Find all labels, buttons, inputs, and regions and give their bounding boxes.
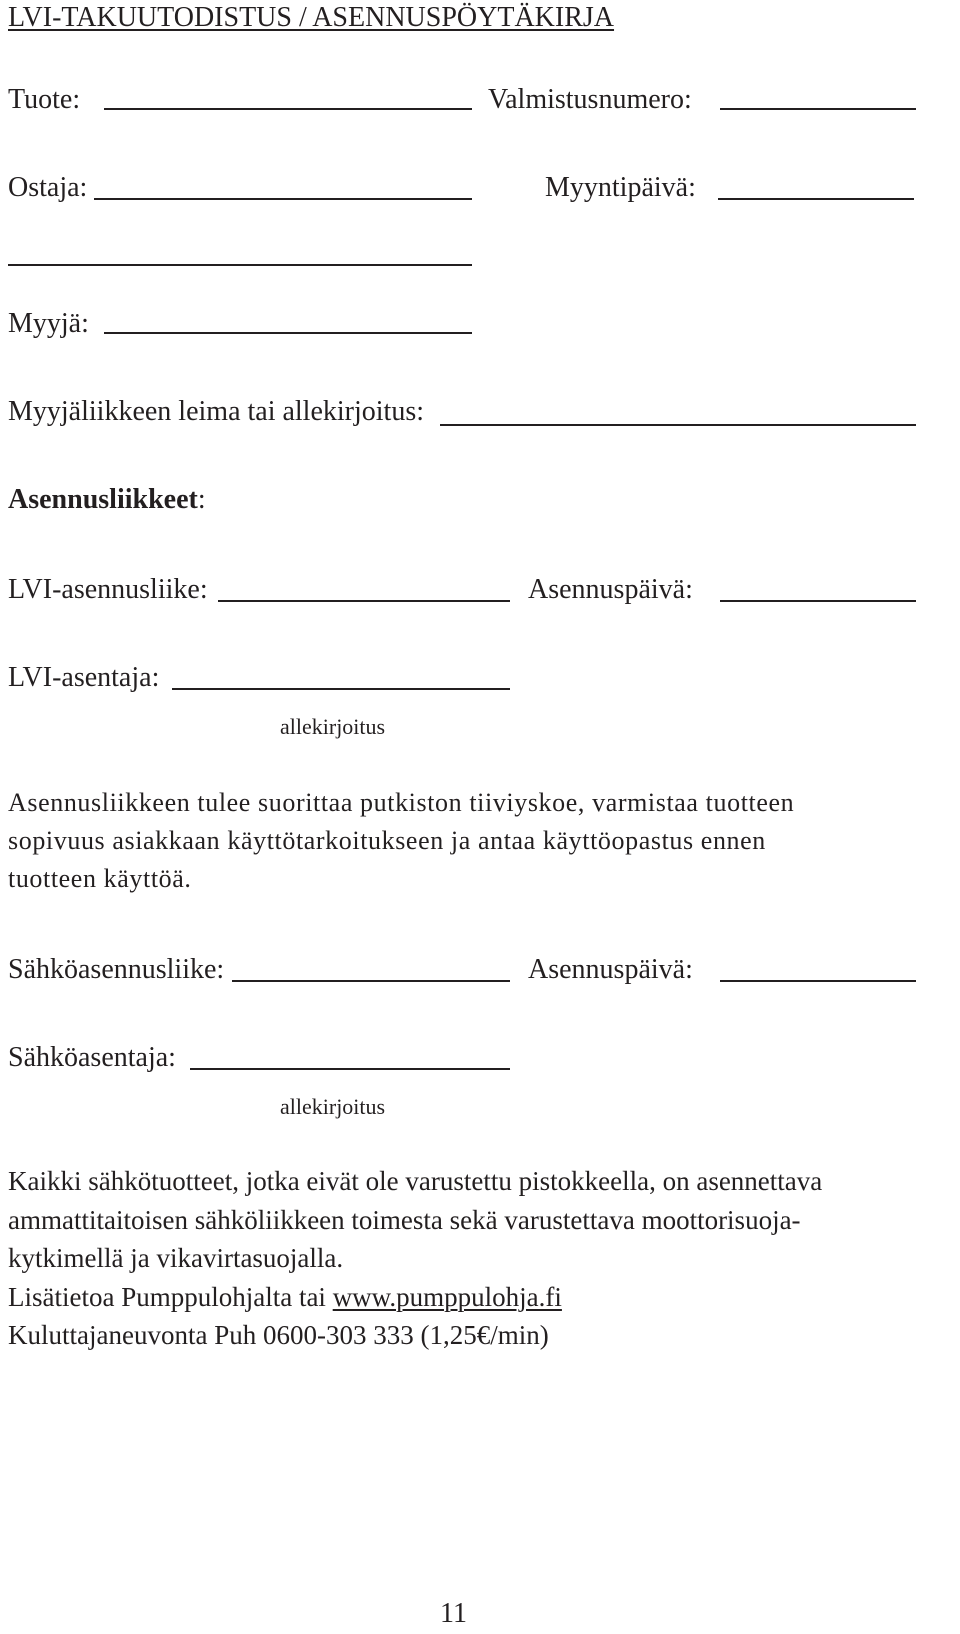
sale-date-field-line[interactable] [718,198,914,200]
installers-heading-text: Asennusliikkeet [8,484,198,515]
plumbing-installer-label: LVI-asentaja: [8,662,160,693]
website-link[interactable]: www.pumppulohja.fi [332,1281,562,1312]
more-info-line [8,1278,948,1317]
document-title: LVI-TAKUUTODISTUS / ASENNUSPÖYTÄKIRJA [8,2,615,33]
product-label: Tuote: [8,84,81,115]
plumbing-note [8,784,948,898]
installers-heading [8,484,206,516]
serial-number-field-line[interactable] [720,108,916,110]
electrical-note-line: ammattitaitoisen sähköliikkeen toimesta sekä varustettava moottorisuoja- [8,1204,801,1235]
plumbing-company-field-line[interactable] [218,600,510,602]
sale-date-label: Myyntipäivä: [545,172,696,203]
installers-heading-colon: : [197,484,206,515]
electrical-company-label: Sähköasennusliike: [8,954,225,985]
seller-stamp-field-line[interactable] [440,424,916,426]
plumbing-note-line: tuotteen käyttöä. [8,864,192,893]
plumbing-company-label: LVI-asennusliike: [8,574,208,605]
page-number: 11 [440,1598,467,1629]
plumbing-install-date-label: Asennuspäivä: [528,574,693,605]
serial-number-label: Valmistusnumero: [488,84,692,115]
electrical-installer-field-line[interactable] [190,1068,510,1070]
more-info-text: Lisätietoa Pumppulohjalta tai [8,1281,333,1312]
electrical-installer-label: Sähköasentaja: [8,1042,176,1073]
electrical-signature-caption: allekirjoitus [280,1094,386,1119]
plumbing-note-line: sopivuus asiakkaan käyttötarkoitukseen ja antaa käyttöopastus ennen [8,826,766,855]
electrical-note-line: kytkimellä ja vikavirtasuojalla. [8,1243,344,1273]
electrical-note-line: Kaikki sähkötuotteet, jotka eivät ole varustettu pistokkeella, on asennettava [8,1166,823,1196]
electrical-install-date-label: Asennuspäivä: [528,954,693,985]
electrical-note [8,1162,948,1355]
seller-stamp-label: Myyjäliikkeen leima tai allekirjoitus: [8,396,425,427]
buyer-label: Ostaja: [8,172,88,203]
electrical-install-date-field-line[interactable] [720,980,916,982]
electrical-company-field-line[interactable] [232,980,510,982]
seller-field-line[interactable] [104,332,472,334]
plumbing-signature-caption: allekirjoitus [280,714,386,739]
plumbing-install-date-field-line[interactable] [720,600,916,602]
plumbing-installer-field-line[interactable] [172,688,510,690]
buyer-field-line[interactable] [94,198,472,200]
plumbing-note-line: Asennusliikkeen tulee suorittaa putkiston tiiviyskoe, varmistaa tuotteen [8,788,795,817]
buyer-extra-field-line[interactable] [8,264,472,266]
seller-label: Myyjä: [8,308,89,339]
product-field-line[interactable] [104,108,472,110]
consumer-advice-line: Kuluttajaneuvonta Puh 0600-303 333 (1,25€/min) [8,1320,549,1350]
